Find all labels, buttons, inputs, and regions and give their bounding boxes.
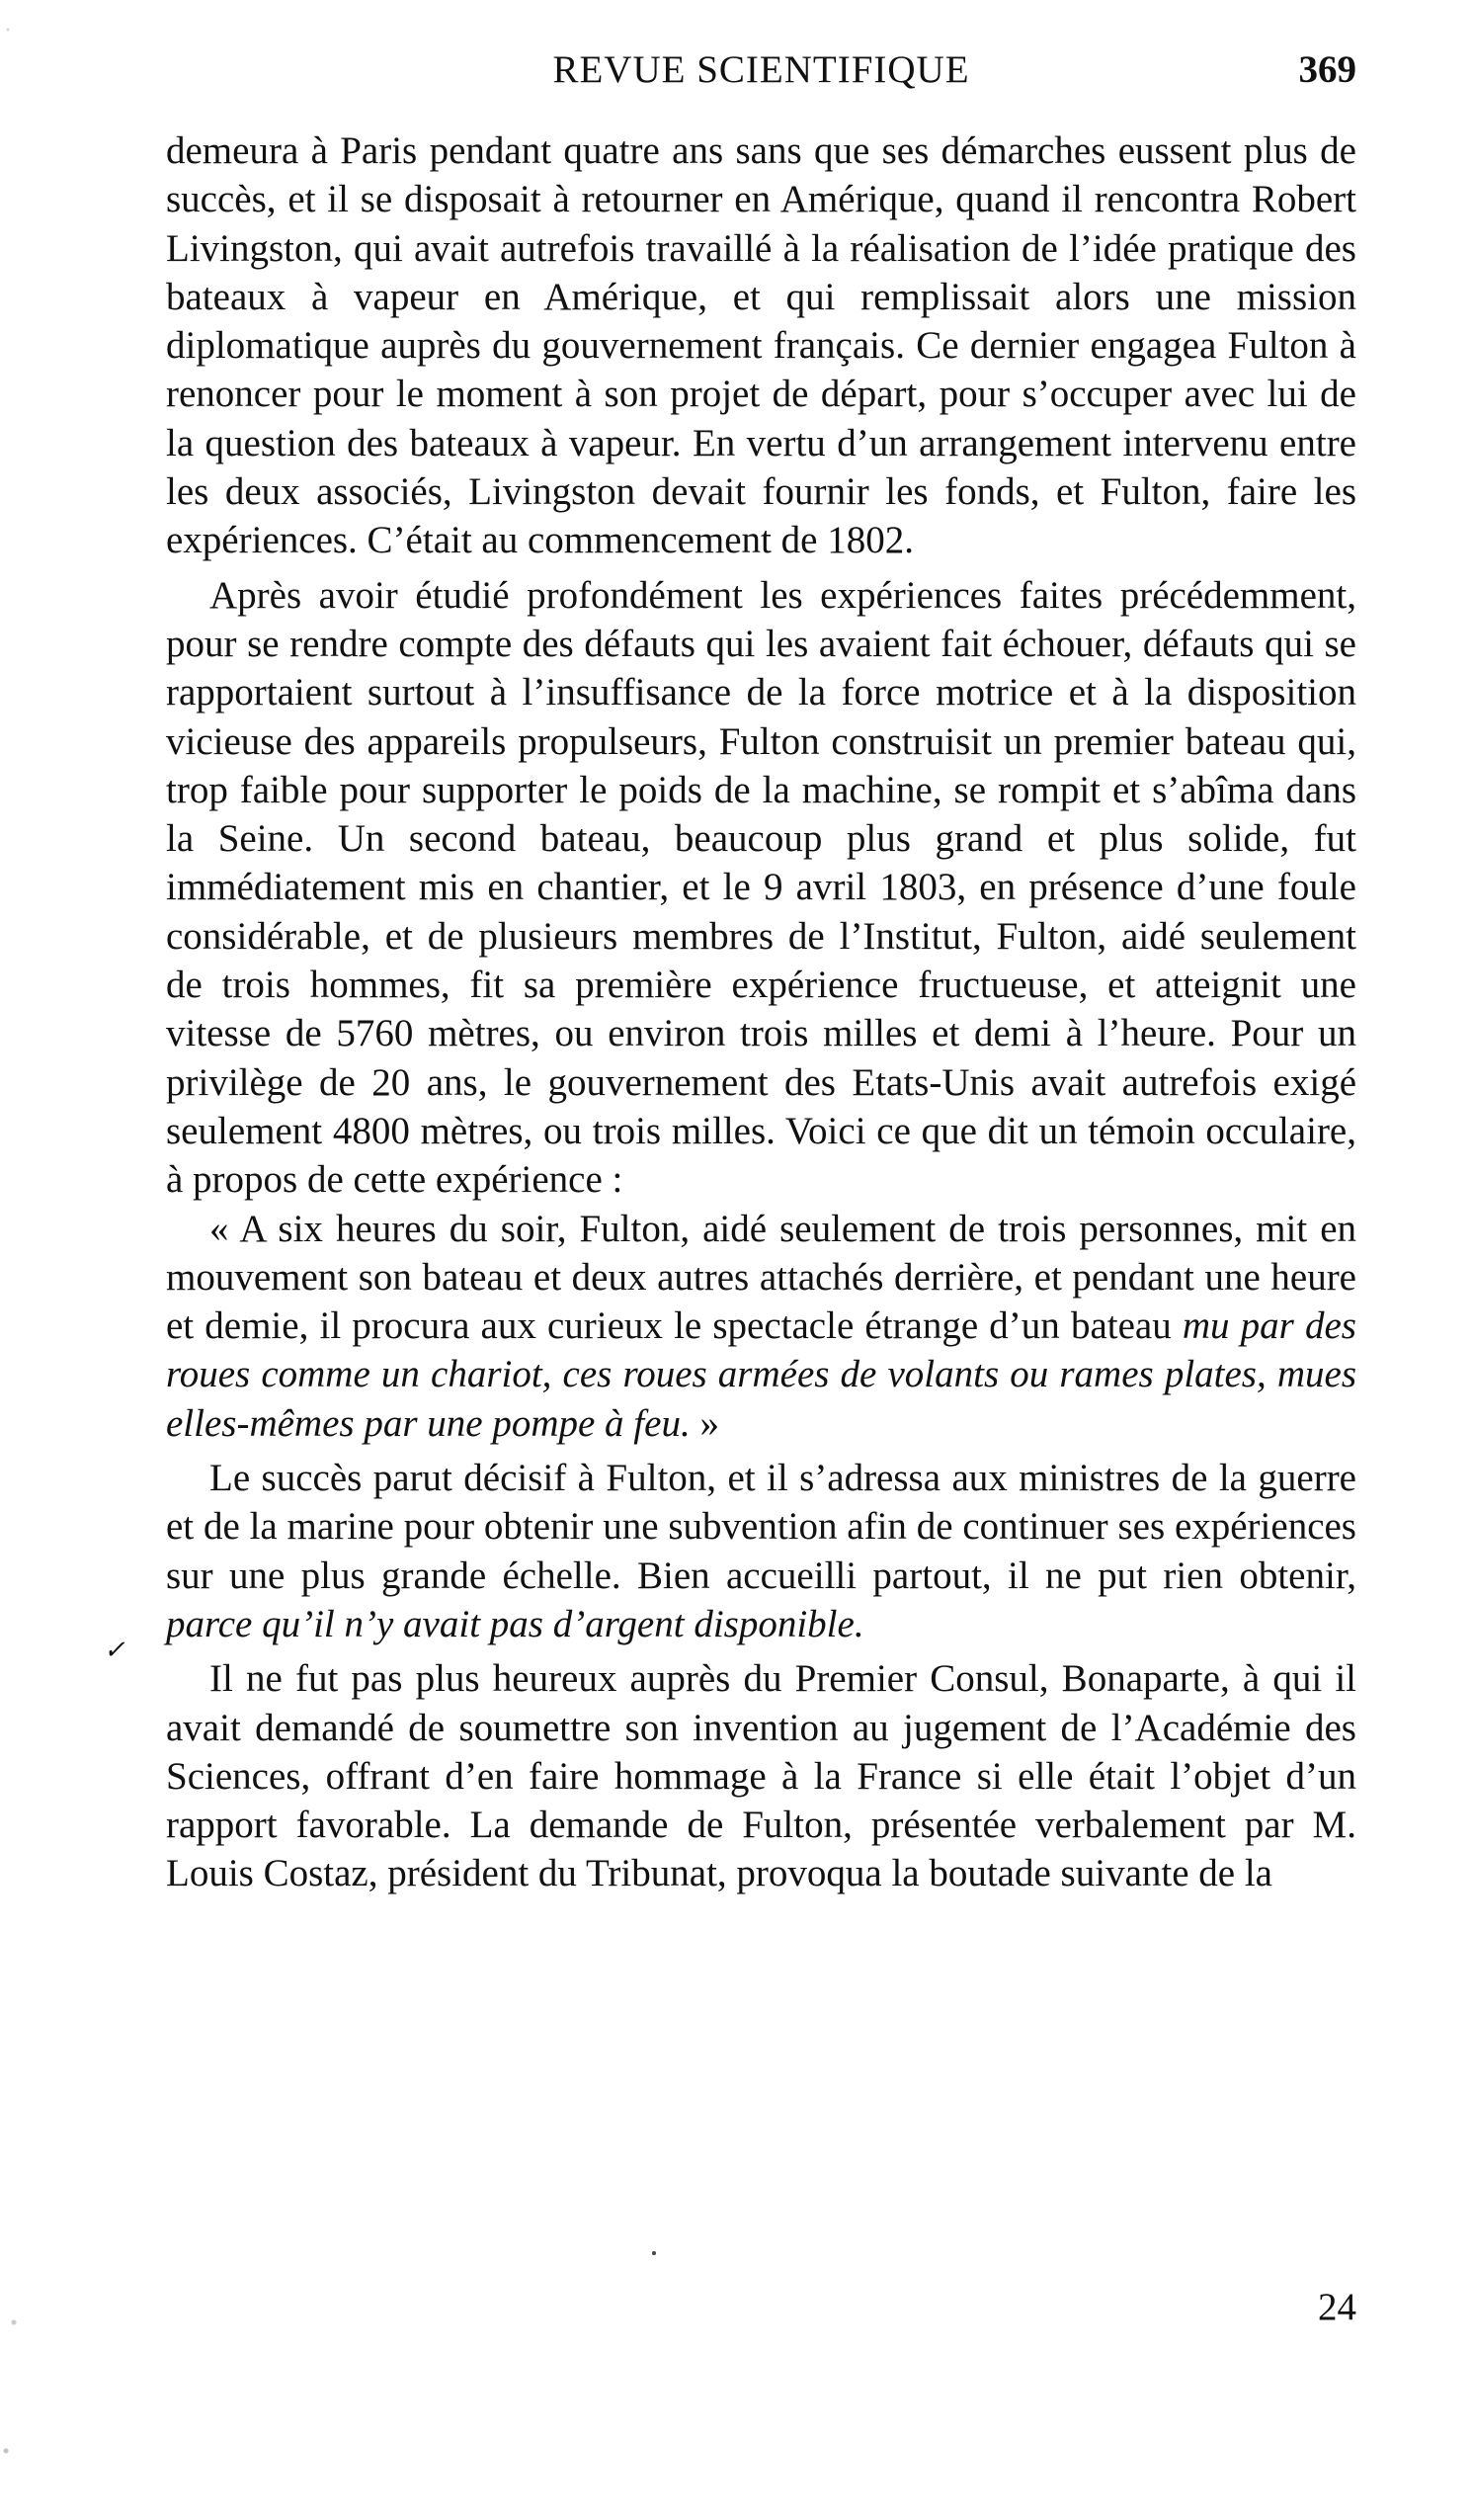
paragraph-4-text: Le succès parut décisif à Fulton, et il s’adressa aux ministres de la guerre et de la marine pour obtenir une subvention afin de continuer ses expériences sur une plus grande échelle. Bien accueilli partout, il ne put rien obtenir,	[166, 1457, 1356, 1597]
quotation-close: »	[690, 1401, 719, 1445]
quotation-text: « A six heures du soir, Fulton, aidé seulement de trois personnes, mit en mouvement son bateau et deux autres attachés derrière, et pendant une heure et demie, il procura aux curieux le spectacle étrange d’un bateau	[166, 1207, 1356, 1348]
running-head	[166, 47, 1356, 107]
paragraph-4-italic: parce qu’il n’y avait pas d’argent disponible.	[166, 1602, 864, 1645]
scan-edge-artifact	[0, 0, 28, 2520]
scan-speck	[652, 2251, 656, 2255]
paragraph-5: Il ne fut pas plus heureux auprès du Premier Consul, Bonaparte, à qui il avait demandé de soumettre son invention au jugement de l’Académie des Sciences, offrant d’en faire hommage à la France si elle était l’objet d’un rapport favorable. La demande de Fulton, présentée verbalement par M. Louis Costaz, président du Tribunat, provoqua la boutade suivante de la	[166, 1657, 1356, 1895]
quotation	[166, 1205, 1356, 1448]
page-number: 369	[1298, 48, 1356, 91]
body-text	[166, 126, 1356, 1898]
paragraph-2: Après avoir étudié profondément les expériences faites précédemment, pour se rendre compte des défauts qui les avaient fait échouer, défauts qui se rapportaient surtout à l’insuffisance de la force motrice et à la disposition vicieuse des appareils propulseurs, Fulton construisit un premier bateau qui, trop faible pour supporter le poids de la machine, se rompit et s’abîma dans la Seine. Un second bateau, beaucoup plus grand et plus solide, fut immédiatement mis en chantier, et le 9 avril 1803, en présence d’une foule considérable, et de plusieurs membres de l’Institut, Fulton, aidé seulement de trois hommes, fit sa première expérience fructueuse, et atteignit une vitesse de 5760 mètres, ou environ trois milles et demi à l’heure. Pour un privilège de 20 ans, le gouvernement des Etats-Unis avait autrefois exigé seulement 4800 mètres, ou trois milles. Voici ce que dit un témoin occulaire, à propos de cette expérience :	[166, 573, 1356, 1202]
paragraph-4	[166, 1454, 1356, 1648]
quotation-italic: mu par des roues comme un chariot, ces roues armées de volants ou rames plates, mues elles-mêmes par une pompe à feu.	[166, 1304, 1356, 1445]
margin-mark: ✓	[104, 1636, 125, 1664]
signature-mark: 24	[1318, 2286, 1356, 2328]
paragraph-1: demeura à Paris pendant quatre ans sans que ses démarches eussent plus de succès, et il se disposait à retourner en Amérique, quand il rencontra Robert Livingston, qui avait autrefois travaillé à la réalisation de l’idée pratique des bateaux à vapeur en Amérique, et qui remplissait alors une mission diplomatique auprès du gouvernement français. Ce dernier engagea Fulton à renoncer pour le moment à son projet de départ, pour s’occuper avec lui de la question des bateaux à vapeur. En vertu d’un arrangement intervenu entre les deux associés, Livingston devait fournir les fonds, et Fulton, faire les expériences. C’était au commencement de 1802.	[166, 129, 1356, 562]
running-title: REVUE SCIENTIFIQUE	[552, 48, 970, 91]
